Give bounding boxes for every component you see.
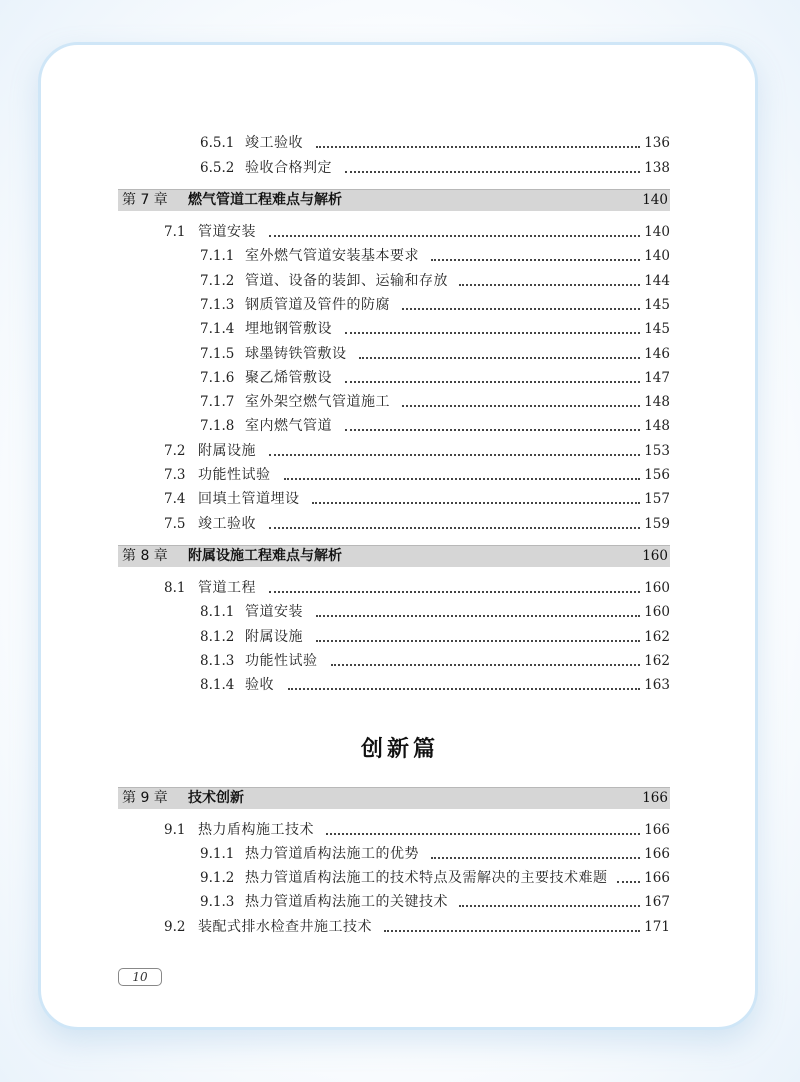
entry-page-number: 145	[644, 297, 670, 313]
entry-page-number: 166	[644, 846, 670, 862]
entry-title: 钢质管道及管件的防腐	[245, 297, 390, 313]
entry-number: 7.1.6	[200, 370, 235, 386]
entry-page-number: 159	[644, 516, 670, 532]
dot-leader	[331, 664, 641, 666]
entry-number: 7.3	[164, 467, 186, 483]
subsection-entry[interactable]	[120, 367, 670, 389]
entry-number: 7.1.5	[200, 346, 235, 362]
dot-leader	[316, 146, 640, 148]
subsection-entry[interactable]	[120, 415, 670, 437]
chapter-heading[interactable]	[118, 545, 670, 567]
entry-page-number: 162	[644, 629, 670, 645]
subsection-entry[interactable]	[120, 867, 670, 889]
entry-number: 6.5.1	[200, 135, 235, 151]
entry-number: 7.1.8	[200, 418, 235, 434]
dot-leader	[269, 454, 640, 456]
entry-title: 室外燃气管道安装基本要求	[245, 248, 419, 264]
dot-leader	[345, 381, 640, 383]
entry-title: 功能性试验	[198, 467, 271, 483]
entry-number: 9.1	[164, 822, 186, 838]
entry-number: 7.4	[164, 491, 186, 507]
dot-leader	[316, 615, 640, 617]
entry-page-number: 160	[644, 604, 670, 620]
entry-title: 装配式排水检查井施工技术	[198, 919, 372, 935]
entry-page-number: 138	[644, 160, 670, 176]
entry-title: 管道安装	[198, 224, 256, 240]
dot-leader	[345, 332, 640, 334]
section-entry[interactable]	[120, 221, 670, 243]
dot-leader	[459, 905, 640, 907]
chapter-page-number: 140	[642, 192, 668, 208]
chapter-title: 技术创新	[188, 790, 244, 806]
entry-title: 验收合格判定	[245, 160, 332, 176]
entry-number: 9.1.2	[200, 870, 235, 886]
chapter-page-number: 166	[642, 790, 668, 806]
entry-title: 附属设施	[198, 443, 256, 459]
dot-leader	[345, 171, 640, 173]
chapter-number: 第 9 章	[122, 790, 168, 806]
entry-page-number: 167	[644, 894, 670, 910]
subsection-entry[interactable]	[120, 650, 670, 672]
entry-title: 管道工程	[198, 580, 256, 596]
entry-page-number: 160	[644, 580, 670, 596]
dot-leader	[269, 527, 640, 529]
entry-page-number: 140	[644, 248, 670, 264]
section-entry[interactable]	[120, 464, 670, 486]
entry-title: 热力盾构施工技术	[198, 822, 314, 838]
dot-leader	[384, 930, 640, 932]
entry-number: 8.1.2	[200, 629, 235, 645]
subsection-entry[interactable]	[120, 318, 670, 340]
dot-leader	[288, 688, 640, 690]
entry-number: 7.1.4	[200, 321, 235, 337]
entry-number: 9.1.3	[200, 894, 235, 910]
entry-title: 验收	[245, 677, 274, 693]
chapter-title: 附属设施工程难点与解析	[188, 548, 342, 564]
dot-leader	[345, 429, 640, 431]
entry-title: 聚乙烯管敷设	[245, 370, 332, 386]
subsection-entry[interactable]	[120, 294, 670, 316]
chapter-heading[interactable]	[118, 787, 670, 809]
entry-number: 7.2	[164, 443, 186, 459]
entry-title: 室外架空燃气管道施工	[245, 394, 390, 410]
part-title: 创新篇	[360, 737, 439, 762]
page-number-badge: 10	[118, 968, 162, 986]
entry-page-number: 147	[644, 370, 670, 386]
entry-title: 热力管道盾构法施工的优势	[245, 846, 419, 862]
entry-title: 球墨铸铁管敷设	[245, 346, 347, 362]
entry-number: 8.1	[164, 580, 186, 596]
subsection-entry[interactable]	[120, 601, 670, 623]
chapter-number: 第 8 章	[122, 548, 168, 564]
subsection-entry[interactable]	[120, 843, 670, 865]
dot-leader	[459, 284, 640, 286]
entry-page-number: 145	[644, 321, 670, 337]
entry-page-number: 156	[644, 467, 670, 483]
entry-number: 7.1	[164, 224, 186, 240]
entry-number: 6.5.2	[200, 160, 235, 176]
entry-title: 管道安装	[245, 604, 303, 620]
entry-page-number: 157	[644, 491, 670, 507]
entry-number: 7.5	[164, 516, 186, 532]
entry-page-number: 166	[644, 822, 670, 838]
dot-leader	[431, 857, 640, 859]
section-entry[interactable]	[120, 488, 670, 510]
chapter-heading[interactable]	[118, 189, 670, 211]
entry-number: 7.1.2	[200, 273, 235, 289]
entry-title: 管道、设备的装卸、运输和存放	[245, 273, 448, 289]
entry-number: 7.1.1	[200, 248, 235, 264]
entry-title: 功能性试验	[245, 653, 318, 669]
dot-leader	[316, 640, 640, 642]
subsection-entry[interactable]	[120, 674, 670, 696]
dot-leader	[359, 357, 640, 359]
entry-number: 8.1.4	[200, 677, 235, 693]
dot-leader	[431, 259, 640, 261]
dot-leader	[402, 405, 640, 407]
entry-page-number: 162	[644, 653, 670, 669]
section-entry[interactable]	[120, 916, 670, 938]
entry-number: 7.1.3	[200, 297, 235, 313]
entry-title: 埋地钢管敷设	[245, 321, 332, 337]
dot-leader	[284, 478, 641, 480]
chapter-title: 燃气管道工程难点与解析	[188, 192, 342, 208]
dot-leader	[402, 308, 640, 310]
entry-page-number: 148	[644, 394, 670, 410]
chapter-page-number: 160	[642, 548, 668, 564]
entry-page-number: 146	[644, 346, 670, 362]
entry-page-number: 140	[644, 224, 670, 240]
entry-number: 9.1.1	[200, 846, 235, 862]
entry-number: 8.1.3	[200, 653, 235, 669]
dot-leader	[269, 235, 640, 237]
entry-title: 热力管道盾构法施工的关键技术	[245, 894, 448, 910]
subsection-entry[interactable]	[120, 343, 670, 365]
entry-title: 附属设施	[245, 629, 303, 645]
entry-page-number: 148	[644, 418, 670, 434]
entry-title: 室内燃气管道	[245, 418, 332, 434]
entry-number: 8.1.1	[200, 604, 235, 620]
entry-page-number: 136	[644, 135, 670, 151]
entry-page-number: 153	[644, 443, 670, 459]
entry-number: 9.2	[164, 919, 186, 935]
entry-title: 竣工验收	[198, 516, 256, 532]
section-entry[interactable]	[120, 819, 670, 841]
subsection-entry[interactable]	[120, 245, 670, 267]
subsection-entry[interactable]	[120, 157, 670, 179]
section-entry[interactable]	[120, 513, 670, 535]
entry-title: 竣工验收	[245, 135, 303, 151]
entry-page-number: 144	[644, 273, 670, 289]
dot-leader	[269, 591, 640, 593]
entry-page-number: 171	[644, 919, 670, 935]
dot-leader	[617, 881, 641, 883]
subsection-entry[interactable]	[120, 391, 670, 413]
dot-leader	[312, 502, 640, 504]
subsection-entry[interactable]	[120, 132, 670, 154]
entry-number: 7.1.7	[200, 394, 235, 410]
subsection-entry[interactable]	[120, 626, 670, 648]
entry-title: 热力管道盾构法施工的技术特点及需解决的主要技术难题	[245, 870, 608, 886]
entry-page-number: 163	[644, 677, 670, 693]
subsection-entry[interactable]	[120, 891, 670, 913]
chapter-number: 第 7 章	[122, 192, 168, 208]
dot-leader	[326, 833, 640, 835]
entry-title: 回填土管道埋设	[198, 491, 300, 507]
section-entry[interactable]	[120, 440, 670, 462]
subsection-entry[interactable]	[120, 270, 670, 292]
section-entry[interactable]	[120, 577, 670, 599]
entry-page-number: 166	[644, 870, 670, 886]
